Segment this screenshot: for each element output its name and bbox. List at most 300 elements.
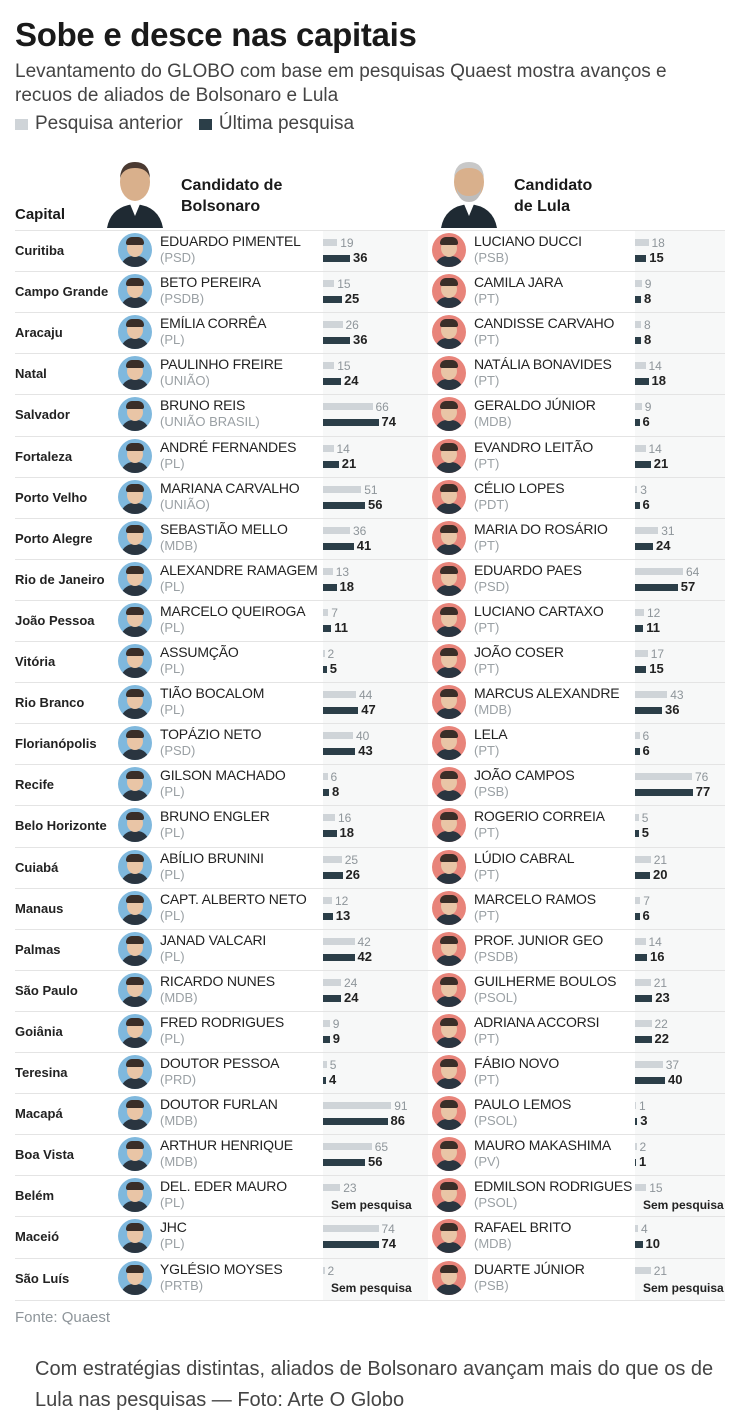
no-poll-label: Sem pesquisa: [643, 1198, 724, 1213]
bar-previous: [323, 773, 328, 780]
bar-latest: [635, 707, 662, 714]
bar-previous: [635, 1020, 652, 1027]
avatar-hair: [126, 484, 144, 492]
lula-ally-avatar: [432, 233, 466, 267]
avatar-hair: [440, 401, 458, 409]
avatar-hair: [440, 977, 458, 985]
avatar-hair: [126, 936, 144, 944]
lula-ally-name: EVANDRO LEITÃO: [474, 438, 594, 455]
value-latest: 23: [655, 989, 670, 1005]
lula-ally-avatar: [432, 808, 466, 842]
bolsonaro-bar-group: [323, 806, 428, 847]
avatar-hair: [126, 1265, 144, 1273]
bolsonaro-ally-party: (PL): [160, 455, 185, 471]
avatar-hair: [440, 1223, 458, 1231]
lula-ally-avatar: [432, 603, 466, 637]
bolsonaro-ally-avatar: [118, 1096, 152, 1130]
bar-latest: [635, 954, 647, 961]
table-row: [15, 1216, 725, 1258]
lula-ally-name: CANDISSE CARVAHO: [474, 315, 615, 332]
bar-latest: [323, 1077, 326, 1084]
bolsonaro-ally-name: TOPÁZIO NETO: [160, 726, 262, 743]
avatar-body: [121, 503, 149, 514]
avatar-body: [435, 420, 463, 431]
value-previous: 7: [331, 605, 338, 620]
table-row: [15, 1134, 725, 1176]
bolsonaro-bar-group: [323, 1135, 428, 1176]
bolsonaro-ally-name: CAPT. ALBERTO NETO: [160, 890, 307, 907]
value-latest: 43: [358, 743, 373, 759]
value-latest: 3: [640, 1113, 648, 1129]
value-latest: 8: [644, 291, 652, 307]
avatar-body: [121, 667, 149, 678]
value-previous: 1: [639, 1099, 646, 1114]
bolsonaro-ally-name: TIÃO BOCALOM: [160, 685, 265, 702]
table-row: [15, 518, 725, 560]
capital-name: Campo Grande: [15, 284, 109, 300]
bar-latest: [323, 543, 354, 550]
lula-ally-name: MARIA DO ROSÁRIO: [474, 520, 608, 537]
avatar-hair: [126, 977, 144, 985]
lula-bar-group: [635, 806, 725, 847]
lula-ally-name: EDMILSON RODRIGUES: [474, 1178, 633, 1195]
avatar-hair: [440, 525, 458, 533]
value-previous: 65: [374, 1140, 389, 1155]
bolsonaro-ally-party: (PL): [160, 619, 185, 635]
bar-previous: [323, 362, 334, 369]
legend-latest-swatch: [199, 119, 212, 130]
avatar-hair: [126, 648, 144, 656]
value-previous: 6: [330, 770, 338, 785]
avatar-body: [435, 256, 463, 267]
avatar-body: [121, 379, 149, 390]
value-previous: 9: [644, 277, 652, 292]
bolsonaro-ally-name: DOUTOR FURLAN: [160, 1096, 278, 1113]
avatar-body: [121, 297, 149, 308]
lula-bar-group: [635, 354, 725, 395]
avatar-hair: [440, 1141, 458, 1149]
table-row: [15, 394, 725, 436]
bar-previous: [323, 445, 334, 452]
bolsonaro-ally-avatar: [118, 315, 152, 349]
bolsonaro-ally-avatar: [118, 1178, 152, 1212]
capital-name: Salvador: [15, 407, 70, 423]
avatar-hair: [126, 730, 144, 738]
bar-latest: [323, 666, 327, 673]
avatar-body: [121, 1119, 149, 1130]
avatar-hair: [126, 278, 144, 286]
value-previous: 8: [644, 318, 651, 333]
lula-photo-icon: [437, 154, 501, 228]
no-poll-label: Sem pesquisa: [331, 1198, 412, 1213]
lula-ally-party: (PSB): [474, 250, 509, 265]
bolsonaro-bar-group: [323, 272, 428, 313]
value-latest: 24: [344, 373, 359, 389]
bolsonaro-ally-avatar: [118, 1261, 152, 1295]
avatar-hair: [126, 854, 144, 862]
bar-previous: [323, 814, 335, 821]
value-latest: 15: [649, 250, 664, 265]
bar-latest: [323, 1159, 365, 1166]
table-row: [15, 436, 725, 478]
bolsonaro-ally-party: (PRD): [160, 1072, 197, 1087]
bar-latest: [635, 872, 650, 879]
bar-previous: [635, 979, 651, 986]
avatar-hair: [126, 689, 144, 697]
bar-previous: [323, 1020, 330, 1027]
lula-ally-party: (PT): [474, 619, 500, 635]
avatar-body: [121, 420, 149, 431]
avatar-body: [435, 297, 463, 308]
value-previous: 4: [641, 1222, 648, 1237]
bar-latest: [323, 461, 339, 468]
value-latest: 6: [642, 743, 650, 759]
lula-bar-group: [635, 437, 725, 478]
bolsonaro-bar-group: [323, 560, 428, 601]
avatar-hair: [440, 443, 458, 451]
lula-ally-avatar: [432, 1178, 466, 1212]
lula-ally-avatar: [432, 726, 466, 760]
table-row: [15, 723, 725, 765]
bolsonaro-bar-group: [323, 848, 428, 889]
value-previous: 5: [641, 811, 649, 826]
bar-previous: [635, 1225, 638, 1232]
lula-ally-party: (PT): [474, 866, 500, 882]
avatar-hair: [440, 854, 458, 862]
bolsonaro-bar-group: [323, 437, 428, 478]
avatar-hair: [126, 1018, 144, 1026]
table-row: [15, 1175, 725, 1217]
lula-bar-group: [635, 724, 725, 765]
value-previous: 17: [650, 647, 665, 661]
bolsonaro-bar-group: [323, 1217, 428, 1258]
no-poll-label: Sem pesquisa: [643, 1280, 724, 1295]
capital-name: Boa Vista: [15, 1147, 75, 1163]
capital-name: Teresina: [15, 1065, 68, 1080]
value-previous: 19: [340, 236, 354, 250]
value-previous: 64: [686, 564, 700, 579]
lula-bar-group: [635, 642, 725, 683]
bolsonaro-ally-party: (PSDB): [160, 291, 205, 307]
value-latest: 15: [649, 661, 664, 676]
lula-bar-group: [635, 889, 725, 930]
avatar-body: [435, 462, 463, 473]
lula-bar-group: [635, 1217, 725, 1258]
avatar-hair: [440, 1182, 458, 1190]
bolsonaro-bar-group: [323, 478, 428, 519]
avatar-hair: [440, 360, 458, 368]
bar-latest: [635, 419, 640, 426]
bar-latest: [323, 872, 343, 879]
bolsonaro-ally-party: (PL): [160, 702, 185, 718]
legend-previous-label: Pesquisa anterior: [35, 113, 183, 134]
bar-latest: [635, 337, 641, 344]
value-latest: 20: [653, 866, 668, 882]
lula-ally-avatar: [432, 480, 466, 514]
lula-ally-avatar: [432, 1261, 466, 1295]
bolsonaro-bar-group: [323, 930, 428, 971]
bar-previous: [635, 609, 644, 616]
value-latest: 74: [381, 414, 396, 430]
avatar-hair: [126, 812, 144, 820]
bar-previous: [323, 321, 343, 328]
bar-previous: [635, 856, 651, 863]
bolsonaro-ally-name: BRUNO ENGLER: [160, 808, 270, 825]
bolsonaro-ally-avatar: [118, 685, 152, 719]
bar-latest: [635, 1077, 665, 1084]
capital-name: São Paulo: [15, 982, 78, 998]
bar-previous: [635, 773, 692, 780]
capital-name: Recife: [15, 777, 55, 793]
lula-ally-party: (MDB): [474, 702, 512, 718]
bolsonaro-bar-group: [323, 519, 428, 560]
avatar-body: [435, 790, 463, 801]
bar-previous: [635, 362, 646, 369]
bar-previous: [323, 486, 361, 493]
avatar-hair: [440, 812, 458, 820]
avatar-body: [121, 996, 149, 1007]
avatar-hair: [126, 895, 144, 903]
bolsonaro-bar-group: [323, 683, 428, 724]
value-previous: 14: [336, 441, 350, 456]
bolsonaro-ally-name: RICARDO NUNES: [160, 972, 275, 989]
lula-bar-group: [635, 1094, 725, 1135]
avatar-hair: [126, 443, 144, 451]
value-latest: 5: [641, 825, 649, 841]
value-latest: 10: [645, 1236, 660, 1252]
lula-ally-avatar: [432, 1096, 466, 1130]
capital-name: Porto Alegre: [15, 530, 93, 546]
value-previous: 21: [653, 1263, 668, 1278]
value-latest: 8: [644, 332, 652, 348]
bolsonaro-ally-avatar: [118, 274, 152, 308]
avatar-body: [121, 914, 149, 925]
table-row: [15, 805, 725, 847]
bolsonaro-ally-avatar: [118, 480, 152, 514]
lula-ally-avatar: [432, 685, 466, 719]
bolsonaro-ally-name: ABÍLIO BRUNINI: [160, 849, 264, 866]
avatar-hair: [126, 607, 144, 615]
lula-ally-name: MAURO MAKASHIMA: [474, 1137, 612, 1154]
bolsonaro-ally-name: ASSUMÇÃO: [160, 644, 239, 660]
bar-latest: [323, 1241, 379, 1248]
lula-ally-avatar: [432, 644, 466, 678]
capital-name: Fortaleza: [15, 448, 73, 464]
bar-latest: [323, 502, 365, 509]
avatar-hair: [126, 566, 144, 574]
lula-ally-name: PAULO LEMOS: [474, 1096, 572, 1113]
value-latest: 24: [344, 989, 359, 1005]
bolsonaro-ally-avatar: [118, 1014, 152, 1048]
source-note: Fonte: Quaest: [15, 1309, 111, 1326]
bolsonaro-ally-name: DOUTOR PESSOA: [160, 1055, 280, 1071]
lula-ally-name: NATÁLIA BONAVIDES: [474, 356, 612, 373]
avatar-hair: [126, 360, 144, 368]
value-previous: 15: [337, 277, 351, 292]
bar-previous: [635, 814, 639, 821]
value-latest: 4: [329, 1072, 337, 1087]
avatar-body: [121, 256, 149, 267]
value-previous: 6: [642, 729, 650, 744]
bolsonaro-bar-group: [323, 1012, 428, 1053]
lula-ally-name: ADRIANA ACCORSI: [474, 1013, 600, 1030]
lula-bar-group: [635, 313, 725, 354]
lula-ally-party: (PT): [474, 661, 500, 676]
lula-bar-group: [635, 930, 725, 971]
lula-ally-party: (PT): [474, 825, 500, 841]
avatar-body: [435, 955, 463, 966]
avatar-body: [435, 749, 463, 760]
value-previous: 43: [670, 688, 684, 703]
bar-latest: [635, 789, 693, 796]
value-previous: 36: [353, 523, 367, 538]
bolsonaro-ally-party: (PL): [160, 578, 185, 594]
value-latest: 36: [353, 332, 368, 348]
avatar-body: [121, 1242, 149, 1253]
lula-ally-avatar: [432, 891, 466, 925]
bolsonaro-ally-party: (PL): [160, 907, 185, 923]
capital-name: Natal: [15, 366, 47, 382]
bar-latest: [323, 625, 331, 632]
bolsonaro-ally-name: YGLÉSIO MOYSES: [160, 1260, 283, 1277]
avatar-hair: [126, 525, 144, 533]
lula-ally-party: (PSB): [474, 784, 509, 800]
lula-ally-avatar: [432, 932, 466, 966]
capital-name: Maceió: [15, 1229, 60, 1245]
lula-ally-avatar: [432, 1219, 466, 1253]
bar-latest: [635, 543, 653, 550]
avatar-hair: [126, 1100, 144, 1108]
capital-name: Goiânia: [15, 1023, 63, 1039]
bar-latest: [323, 1118, 388, 1125]
value-previous: 37: [665, 1058, 680, 1072]
avatar-body: [121, 1037, 149, 1048]
avatar-hair: [126, 401, 144, 409]
lula-ally-avatar: [432, 521, 466, 555]
bolsonaro-ally-name: FRED RODRIGUES: [160, 1013, 284, 1030]
value-latest: 42: [357, 948, 372, 964]
bar-latest: [635, 1036, 652, 1043]
table-row: [15, 764, 725, 806]
value-previous: 9: [332, 1016, 340, 1031]
table-row: [15, 682, 725, 724]
value-previous: 2: [327, 647, 335, 661]
bar-latest: [323, 584, 337, 591]
bolsonaro-ally-avatar: [118, 233, 152, 267]
avatar-body: [121, 873, 149, 884]
avatar-body: [121, 585, 149, 596]
value-latest: 13: [335, 907, 351, 923]
value-previous: 7: [643, 893, 650, 908]
value-previous: 15: [649, 1181, 663, 1196]
capital-name: Manaus: [15, 900, 64, 916]
value-latest: 1: [639, 1154, 647, 1170]
avatar-body: [121, 955, 149, 966]
capital-column-title: Capital: [15, 206, 66, 223]
value-latest: 18: [651, 373, 666, 389]
bar-previous: [635, 403, 642, 410]
lula-ally-avatar: [432, 274, 466, 308]
value-previous: 74: [381, 1222, 395, 1237]
lula-ally-name: PROF. JUNIOR GEO: [474, 931, 604, 948]
avatar-body: [435, 1037, 463, 1048]
value-previous: 14: [648, 359, 662, 374]
bolsonaro-bar-group: [323, 1259, 428, 1300]
lula-ally-name: DUARTE JÚNIOR: [474, 1260, 585, 1277]
bolsonaro-ally-avatar: [118, 1219, 152, 1253]
value-previous: 12: [335, 893, 349, 908]
value-latest: 74: [381, 1236, 396, 1252]
lula-ally-avatar: [432, 1014, 466, 1048]
bolsonaro-ally-avatar: [118, 644, 152, 678]
lula-ally-party: (PT): [474, 455, 500, 471]
bolsonaro-bar-group: [323, 1094, 428, 1135]
bar-latest: [635, 1118, 637, 1125]
lula-ally-name: MARCELO RAMOS: [474, 890, 596, 907]
lula-ally-name: LELA: [474, 726, 508, 743]
avatar-hair: [440, 771, 458, 779]
value-latest: 47: [361, 702, 376, 718]
bolsonaro-bar-group: [323, 889, 428, 930]
table-row: [15, 271, 725, 313]
bolsonaro-bar-group: [323, 313, 428, 354]
lula-ally-avatar: [432, 850, 466, 884]
value-previous: 12: [647, 605, 661, 620]
value-previous: 5: [329, 1058, 337, 1072]
value-previous: 15: [337, 359, 351, 374]
lula-ally-name: GERALDO JÚNIOR: [474, 397, 596, 414]
bar-latest: [323, 378, 341, 385]
bar-previous: [323, 1184, 340, 1191]
no-poll-label: Sem pesquisa: [331, 1280, 412, 1295]
bolsonaro-ally-name: MARCELO QUEIROGA: [160, 602, 306, 619]
lula-bar-group: [635, 1259, 725, 1300]
bolsonaro-ally-party: (UNIÃO): [160, 496, 210, 512]
bar-previous: [635, 1143, 637, 1150]
bolsonaro-ally-name: PAULINHO FREIRE: [160, 356, 283, 373]
value-previous: 3: [640, 482, 647, 497]
avatar-hair: [440, 936, 458, 944]
lula-ally-name: GUILHERME BOULOS: [474, 972, 617, 989]
lula-ally-party: (MDB): [474, 414, 512, 430]
bar-latest: [635, 296, 641, 303]
lula-bar-group: [635, 272, 725, 313]
value-latest: 26: [345, 866, 360, 882]
lula-ally-name: CAMILA JARA: [474, 274, 563, 291]
lula-ally-name: CÉLIO LOPES: [474, 479, 565, 496]
avatar-hair: [440, 237, 458, 245]
avatar-hair: [440, 1059, 458, 1067]
bar-previous: [323, 403, 373, 410]
bolsonaro-ally-party: (MDB): [160, 1113, 198, 1129]
capital-name: Macapá: [15, 1106, 63, 1122]
table-row: [15, 929, 725, 971]
table-row: [15, 1258, 725, 1301]
bar-previous: [635, 650, 648, 657]
lula-bar-group: [635, 231, 725, 272]
bolsonaro-ally-party: (PL): [160, 1030, 185, 1046]
lula-ally-party: (PT): [474, 332, 500, 348]
bar-latest: [323, 954, 355, 961]
lula-ally-party: (PSOL): [474, 1113, 518, 1129]
avatar-body: [121, 749, 149, 760]
bar-latest: [635, 1241, 643, 1248]
lula-ally-avatar: [432, 1137, 466, 1171]
value-previous: 76: [695, 770, 709, 785]
table-row: [15, 641, 725, 683]
bar-previous: [323, 1267, 325, 1274]
avatar-body: [121, 1078, 149, 1089]
